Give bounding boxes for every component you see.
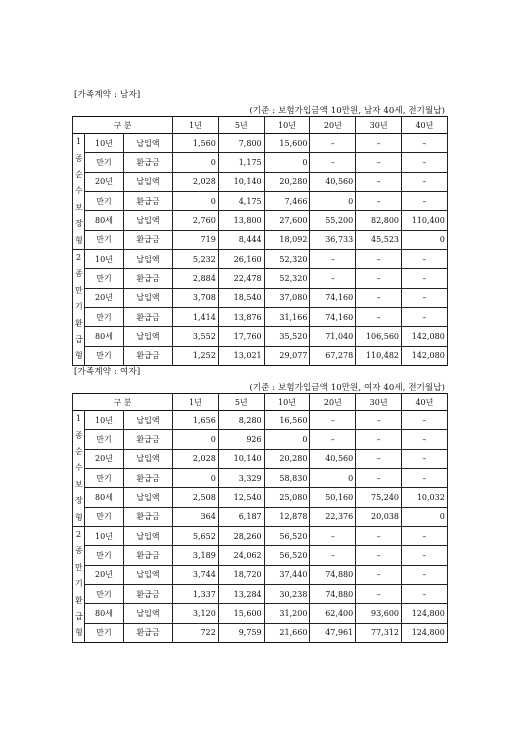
value-cell: 15,600	[264, 134, 310, 153]
group-label-char: 환	[75, 318, 83, 328]
value-cell: 22,478	[218, 269, 264, 288]
value-cell: 0	[402, 507, 448, 526]
table-row	[73, 288, 448, 307]
term-cell: 80세	[85, 488, 124, 507]
value-cell: 31,200	[264, 604, 310, 623]
value-cell: –	[356, 172, 402, 191]
value-cell: 12,878	[264, 507, 310, 526]
value-cell: 0	[402, 230, 448, 249]
group-label-char: 1	[75, 137, 82, 147]
type-cell: 환급금	[124, 623, 173, 642]
type-cell: 납입액	[124, 134, 173, 153]
value-cell: 36,733	[310, 230, 356, 249]
group-label-char: 수	[75, 186, 83, 196]
group-label-char: 2	[75, 253, 82, 263]
group-label-cell	[73, 250, 85, 366]
premium-refund-table	[72, 116, 448, 366]
value-cell: –	[356, 527, 402, 546]
table-row	[73, 623, 448, 642]
term-cell: 만기	[85, 192, 124, 211]
value-cell: 74,160	[310, 288, 356, 307]
value-cell: 93,600	[356, 604, 402, 623]
header-category: 구 분	[73, 117, 173, 134]
term-cell: 만기	[85, 346, 124, 365]
group-label-char: 2	[75, 530, 82, 540]
group-label-char: 만	[75, 562, 83, 572]
value-cell: –	[356, 250, 402, 269]
table-row	[73, 307, 448, 326]
value-cell: 719	[173, 230, 219, 249]
value-cell: 20,280	[264, 172, 310, 191]
term-cell: 10년	[85, 250, 124, 269]
value-cell: 74,880	[310, 565, 356, 584]
value-cell: –	[356, 469, 402, 488]
group-label-char: 순	[75, 170, 83, 179]
value-cell: 58,830	[264, 469, 310, 488]
value-cell: 7,466	[264, 192, 310, 211]
value-cell: 21,660	[264, 623, 310, 642]
value-cell: 18,540	[218, 288, 264, 307]
value-cell: –	[402, 153, 448, 172]
value-cell: 15,600	[218, 604, 264, 623]
term-cell: 만기	[85, 153, 124, 172]
group-label-char: 보	[75, 479, 83, 489]
value-cell: 75,240	[356, 488, 402, 507]
table-row	[73, 411, 448, 430]
term-cell: 80세	[85, 327, 124, 346]
value-cell: –	[310, 153, 356, 172]
value-cell: –	[402, 172, 448, 191]
header-year: 30년	[356, 117, 402, 134]
value-cell: 40,560	[310, 172, 356, 191]
type-cell: 환급금	[124, 584, 173, 603]
value-cell: 3,552	[173, 327, 219, 346]
table-row	[73, 527, 448, 546]
value-cell: 67,278	[310, 346, 356, 365]
group-label-char: 순	[75, 447, 83, 456]
group-label-char: 종	[75, 430, 83, 440]
table-row	[73, 565, 448, 584]
value-cell: 55,200	[310, 211, 356, 230]
group-label-char: 종	[75, 546, 83, 556]
type-cell: 납입액	[124, 604, 173, 623]
value-cell: –	[310, 527, 356, 546]
value-cell: 56,520	[264, 527, 310, 546]
group-label-char: 기	[75, 302, 83, 312]
section-title: [가족계약 : 남자]	[74, 90, 141, 100]
table-row	[73, 469, 448, 488]
value-cell: 10,140	[218, 172, 264, 191]
value-cell: 1,175	[218, 153, 264, 172]
value-cell: 142,080	[402, 327, 448, 346]
term-cell: 20년	[85, 288, 124, 307]
table-row	[73, 269, 448, 288]
value-cell: –	[356, 584, 402, 603]
value-cell: 28,260	[218, 527, 264, 546]
value-cell: 2,028	[173, 449, 219, 468]
header-year: 40년	[402, 394, 448, 411]
table-row	[73, 327, 448, 346]
type-cell: 환급금	[124, 430, 173, 449]
type-cell: 납입액	[124, 288, 173, 307]
type-cell: 납입액	[124, 250, 173, 269]
type-cell: 납입액	[124, 449, 173, 468]
term-cell: 만기	[85, 469, 124, 488]
value-cell: 52,320	[264, 269, 310, 288]
group-label-char: 환	[75, 595, 83, 605]
value-cell: –	[402, 269, 448, 288]
basis-note: (기준 : 보험가입금액 10만원, 여자 40세, 전기월납)	[249, 383, 445, 393]
type-cell: 환급금	[124, 546, 173, 565]
table-row	[73, 449, 448, 468]
value-cell: 1,414	[173, 307, 219, 326]
value-cell: 124,800	[402, 604, 448, 623]
table-row	[73, 250, 448, 269]
type-cell: 납입액	[124, 488, 173, 507]
value-cell: 47,961	[310, 623, 356, 642]
table-row	[73, 488, 448, 507]
term-cell: 80세	[85, 604, 124, 623]
group-label-char: 장	[75, 219, 83, 229]
table-row	[73, 211, 448, 230]
value-cell: 40,560	[310, 449, 356, 468]
value-cell: –	[402, 411, 448, 430]
value-cell: 3,120	[173, 604, 219, 623]
value-cell: –	[356, 269, 402, 288]
value-cell: 3,329	[218, 469, 264, 488]
type-cell: 환급금	[124, 153, 173, 172]
value-cell: 77,312	[356, 623, 402, 642]
value-cell: –	[402, 584, 448, 603]
value-cell: 0	[310, 192, 356, 211]
value-cell: 1,252	[173, 346, 219, 365]
value-cell: 3,189	[173, 546, 219, 565]
value-cell: –	[356, 546, 402, 565]
value-cell: 2,884	[173, 269, 219, 288]
value-cell: 6,187	[218, 507, 264, 526]
group-label-char: 형	[75, 512, 83, 522]
value-cell: 0	[173, 430, 219, 449]
type-cell: 납입액	[124, 527, 173, 546]
type-cell: 납입액	[124, 411, 173, 430]
value-cell: 29,077	[264, 346, 310, 365]
value-cell: 722	[173, 623, 219, 642]
type-cell: 환급금	[124, 269, 173, 288]
value-cell: –	[402, 469, 448, 488]
value-cell: 52,320	[264, 250, 310, 269]
value-cell: –	[402, 565, 448, 584]
header-year: 1년	[173, 394, 219, 411]
value-cell: 142,080	[402, 346, 448, 365]
value-cell: –	[402, 250, 448, 269]
term-cell: 만기	[85, 230, 124, 249]
value-cell: –	[402, 527, 448, 546]
table-row	[73, 192, 448, 211]
basis-note: (기준 : 보험가입금액 10만원, 남자 40세, 전기월납)	[249, 106, 445, 116]
value-cell: –	[356, 411, 402, 430]
group-label-char: 급	[75, 335, 83, 345]
value-cell: –	[356, 153, 402, 172]
value-cell: 7,800	[218, 134, 264, 153]
group-label-char: 기	[75, 579, 83, 589]
value-cell: –	[310, 411, 356, 430]
value-cell: 5,652	[173, 527, 219, 546]
value-cell: –	[356, 430, 402, 449]
group-label-char: 1	[75, 414, 82, 424]
value-cell: –	[356, 288, 402, 307]
type-cell: 납입액	[124, 211, 173, 230]
group-label-char: 종	[75, 269, 83, 279]
term-cell: 만기	[85, 430, 124, 449]
term-cell: 10년	[85, 527, 124, 546]
value-cell: –	[402, 449, 448, 468]
value-cell: –	[310, 250, 356, 269]
value-cell: 110,482	[356, 346, 402, 365]
header-year: 30년	[356, 394, 402, 411]
value-cell: –	[356, 307, 402, 326]
term-cell: 만기	[85, 507, 124, 526]
value-cell: 364	[173, 507, 219, 526]
group-label-char: 형	[75, 628, 83, 638]
value-cell: 10,032	[402, 488, 448, 507]
header-row	[73, 394, 448, 411]
header-year: 5년	[218, 117, 264, 134]
value-cell: 20,038	[356, 507, 402, 526]
value-cell: 3,708	[173, 288, 219, 307]
value-cell: 2,760	[173, 211, 219, 230]
group-label-cell	[73, 527, 85, 643]
table-row	[73, 584, 448, 603]
header-year: 20년	[310, 394, 356, 411]
section-title: [가족계약 : 여자]	[74, 367, 141, 377]
value-cell: –	[356, 449, 402, 468]
type-cell: 환급금	[124, 230, 173, 249]
value-cell: 18,720	[218, 565, 264, 584]
value-cell: 9,759	[218, 623, 264, 642]
value-cell: 10,140	[218, 449, 264, 468]
term-cell: 10년	[85, 134, 124, 153]
table-row	[73, 134, 448, 153]
table-row	[73, 604, 448, 623]
value-cell: 0	[173, 192, 219, 211]
value-cell: –	[310, 269, 356, 288]
group-label-cell	[73, 134, 85, 250]
type-cell: 환급금	[124, 192, 173, 211]
value-cell: –	[402, 288, 448, 307]
term-cell: 80세	[85, 211, 124, 230]
term-cell: 10년	[85, 411, 124, 430]
type-cell: 납입액	[124, 565, 173, 584]
value-cell: 2,028	[173, 172, 219, 191]
value-cell: 27,600	[264, 211, 310, 230]
value-cell: 37,440	[264, 565, 310, 584]
value-cell: 13,800	[218, 211, 264, 230]
group-label-cell	[73, 411, 85, 527]
value-cell: –	[402, 430, 448, 449]
value-cell: –	[356, 134, 402, 153]
value-cell: 13,021	[218, 346, 264, 365]
value-cell: 2,508	[173, 488, 219, 507]
group-label-char: 형	[75, 351, 83, 361]
value-cell: 926	[218, 430, 264, 449]
table-row	[73, 546, 448, 565]
value-cell: 8,444	[218, 230, 264, 249]
value-cell: –	[356, 192, 402, 211]
header-row	[73, 117, 448, 134]
value-cell: 22,376	[310, 507, 356, 526]
term-cell: 20년	[85, 565, 124, 584]
table-row	[73, 172, 448, 191]
value-cell: –	[402, 546, 448, 565]
header-category: 구 분	[73, 394, 173, 411]
type-cell: 환급금	[124, 346, 173, 365]
value-cell: 13,284	[218, 584, 264, 603]
header-year: 1년	[173, 117, 219, 134]
value-cell: 50,160	[310, 488, 356, 507]
premium-refund-table	[72, 393, 448, 643]
term-cell: 20년	[85, 449, 124, 468]
type-cell: 환급금	[124, 469, 173, 488]
value-cell: 5,232	[173, 250, 219, 269]
table-row	[73, 430, 448, 449]
term-cell: 20년	[85, 172, 124, 191]
type-cell: 환급금	[124, 307, 173, 326]
table-row	[73, 507, 448, 526]
value-cell: 82,800	[356, 211, 402, 230]
group-label-char: 수	[75, 463, 83, 473]
value-cell: 110,400	[402, 211, 448, 230]
value-cell: 56,520	[264, 546, 310, 565]
value-cell: 3,744	[173, 565, 219, 584]
value-cell: 1,560	[173, 134, 219, 153]
value-cell: –	[310, 430, 356, 449]
table-row	[73, 346, 448, 365]
value-cell: 0	[310, 469, 356, 488]
value-cell: 37,080	[264, 288, 310, 307]
value-cell: –	[310, 134, 356, 153]
value-cell: 18,092	[264, 230, 310, 249]
value-cell: 0	[173, 153, 219, 172]
header-year: 40년	[402, 117, 448, 134]
header-year: 10년	[264, 394, 310, 411]
value-cell: 124,800	[402, 623, 448, 642]
value-cell: 12,540	[218, 488, 264, 507]
header-year: 5년	[218, 394, 264, 411]
value-cell: 31,166	[264, 307, 310, 326]
value-cell: –	[402, 307, 448, 326]
table-row	[73, 230, 448, 249]
term-cell: 만기	[85, 307, 124, 326]
term-cell: 만기	[85, 269, 124, 288]
header-year: 20년	[310, 117, 356, 134]
group-label-char: 장	[75, 496, 83, 506]
type-cell: 환급금	[124, 507, 173, 526]
value-cell: 0	[173, 469, 219, 488]
group-label-char: 형	[75, 235, 83, 245]
value-cell: –	[356, 565, 402, 584]
header-year: 10년	[264, 117, 310, 134]
value-cell: 1,337	[173, 584, 219, 603]
group-label-char: 종	[75, 153, 83, 163]
value-cell: 74,880	[310, 584, 356, 603]
value-cell: 45,523	[356, 230, 402, 249]
value-cell: 30,238	[264, 584, 310, 603]
term-cell: 만기	[85, 623, 124, 642]
table-row	[73, 153, 448, 172]
value-cell: 20,280	[264, 449, 310, 468]
term-cell: 만기	[85, 546, 124, 565]
value-cell: 71,040	[310, 327, 356, 346]
value-cell: 1,656	[173, 411, 219, 430]
value-cell: –	[402, 134, 448, 153]
value-cell: 13,876	[218, 307, 264, 326]
value-cell: 74,160	[310, 307, 356, 326]
value-cell: –	[310, 546, 356, 565]
value-cell: 106,560	[356, 327, 402, 346]
value-cell: 8,280	[218, 411, 264, 430]
type-cell: 납입액	[124, 327, 173, 346]
value-cell: 0	[264, 153, 310, 172]
type-cell: 납입액	[124, 172, 173, 191]
value-cell: 0	[264, 430, 310, 449]
value-cell: 25,080	[264, 488, 310, 507]
value-cell: –	[402, 192, 448, 211]
group-label-char: 보	[75, 202, 83, 212]
value-cell: 4,175	[218, 192, 264, 211]
value-cell: 16,560	[264, 411, 310, 430]
value-cell: 26,160	[218, 250, 264, 269]
group-label-char: 만	[75, 285, 83, 295]
value-cell: 35,520	[264, 327, 310, 346]
value-cell: 17,760	[218, 327, 264, 346]
group-label-char: 급	[75, 612, 83, 622]
value-cell: 62,400	[310, 604, 356, 623]
value-cell: 24,062	[218, 546, 264, 565]
term-cell: 만기	[85, 584, 124, 603]
